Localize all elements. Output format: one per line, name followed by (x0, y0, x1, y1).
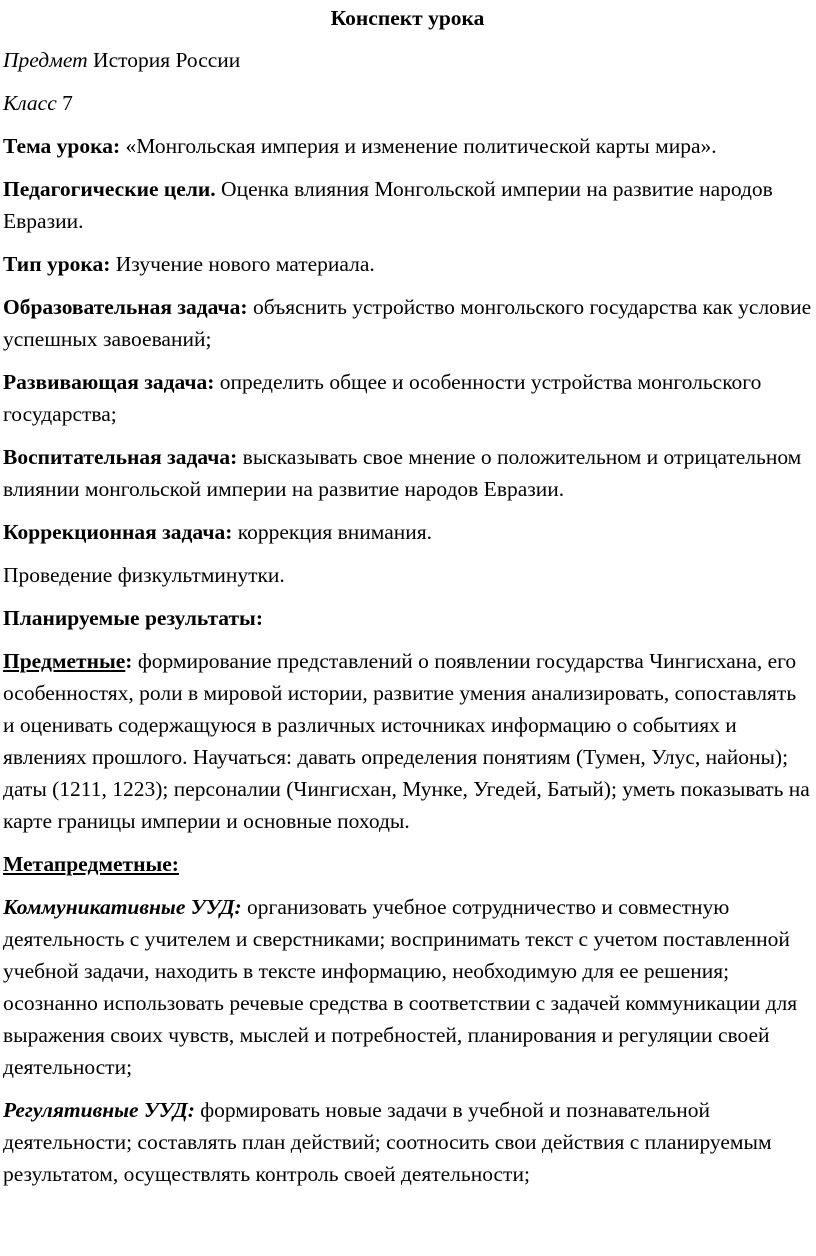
developing-task-line (3, 366, 812, 430)
educational-task-line (3, 291, 812, 355)
correction-task-line (3, 516, 812, 548)
regulative-value: формировать новые задачи в учебной и познавательной деятельности; составлять план действий; соотносить свои действия с планируемым результатом, осуществлять контроль своей деятельности; (3, 1098, 772, 1186)
lesson-type-label: Тип урока: (3, 252, 111, 276)
subject-value: История России (93, 48, 241, 72)
topic-line (3, 130, 812, 162)
lesson-type-value: Изучение нового материала. (115, 252, 375, 276)
topic-label: Тема урока: (3, 134, 121, 158)
educational-task-value: объяснить устройство монгольского государства как условие успешных завоеваний; (3, 295, 812, 351)
subject-results-label: Предметные (3, 649, 126, 673)
topic-value: «Монгольская империя и изменение политической карты мира». (125, 134, 717, 158)
grade-label: Класс (3, 91, 57, 115)
planned-results-heading: Планируемые результаты: (3, 606, 264, 630)
communicative-value: организовать учебное сотрудничество и совместную деятельность с учителем и сверстниками; воспринимать текст с учетом поставленной учебной задачи, находить в тексте информацию, необходимую для ее решения; осознанно использовать речевые средства в соответствии с задачей коммуникации для выражения своих чувств, мыслей и потребностей, планирования и регуляции своей деятельности; (3, 895, 798, 1079)
upbringing-task-label: Воспитательная задача: (3, 445, 238, 469)
developing-task-label: Развивающая задача: (3, 370, 215, 394)
developing-task-value: определить общее и особенности устройства монгольского государства; (3, 370, 762, 426)
subject-results-colon: : (125, 649, 133, 673)
grade-line (3, 87, 812, 119)
communicative-line (3, 891, 812, 1083)
document-title: Конспект урока (330, 6, 485, 30)
metasubject-heading: Метапредметные: (3, 852, 179, 876)
subject-results-value: формирование представлений о появлении государства Чингисхана, его особенностях, роли в мировой истории, развитие умения анализировать, сопоставлять и оценивать содержащуюся в различных источниках информацию о событиях и явлениях прошлого. Научаться: давать определения понятиям (Тумен, Улус, найоны); даты (1211, 1223); персоналии (Чингисхан, Мунке, Угедей, Батый); уметь показывать на карте границы империи и основные походы. (3, 649, 810, 833)
correction-task-label: Коррекционная задача: (3, 520, 233, 544)
lesson-type-line (3, 248, 812, 280)
goals-label: Педагогические цели. (3, 177, 216, 201)
educational-task-label: Образовательная задача: (3, 295, 248, 319)
goals-line (3, 173, 812, 237)
subject-line (3, 44, 812, 76)
subject-label: Предмет (3, 48, 88, 72)
subject-results-line (3, 645, 812, 837)
upbringing-task-value: высказывать свое мнение о положительном и отрицательном влиянии монгольской империи на развитие народов Евразии. (3, 445, 802, 501)
upbringing-task-line (3, 441, 812, 505)
grade-value: 7 (62, 91, 73, 115)
physical-break-line: Проведение физкультминутки. (3, 563, 285, 587)
goals-value: Оценка влияния Монгольской империи на развитие народов Евразии. (3, 177, 773, 233)
regulative-label: Регулятивные УУД: (3, 1098, 195, 1122)
regulative-line (3, 1094, 812, 1190)
correction-task-value: коррекция внимания. (237, 520, 433, 544)
communicative-label: Коммуникативные УУД: (3, 895, 242, 919)
